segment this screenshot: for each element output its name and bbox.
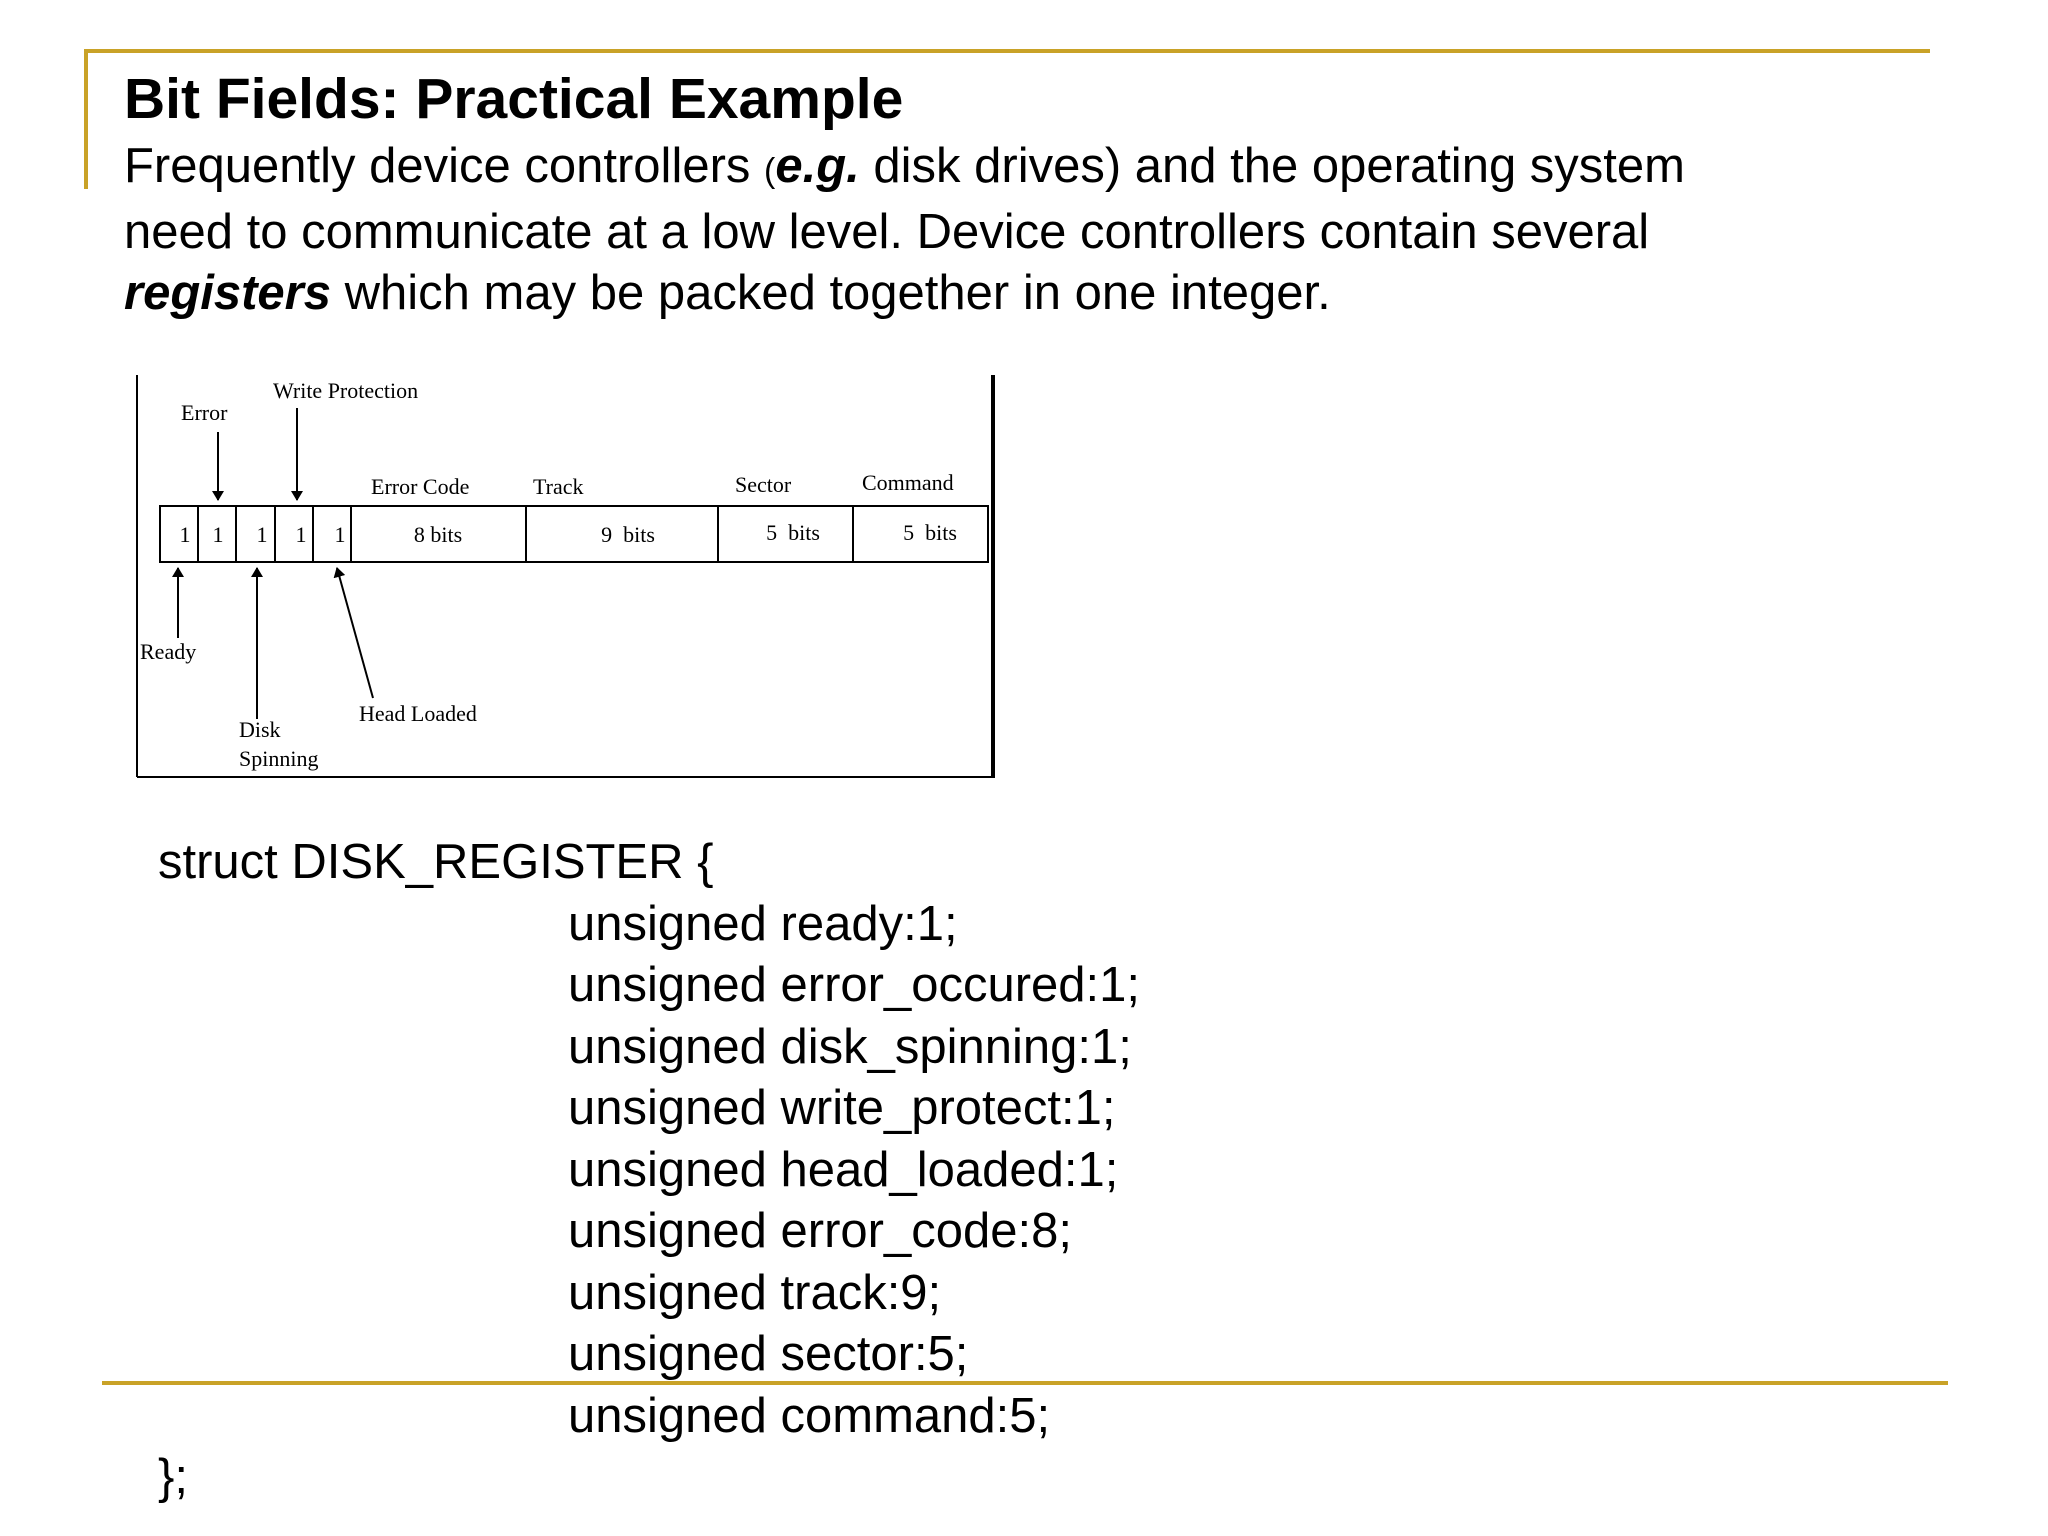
left-accent-rule <box>84 49 88 189</box>
label-command: Command <box>862 470 954 495</box>
code-field-disk-spinning: unsigned disk_spinning:1; <box>568 1019 1132 1074</box>
register-box <box>160 506 988 562</box>
bottom-accent-rule <box>102 1381 1948 1385</box>
slide-title: Bit Fields: Practical Example <box>124 67 904 131</box>
label-head-loaded: Head Loaded <box>359 701 477 726</box>
cell-error-bit: 1 <box>212 522 224 547</box>
intro-paragraph <box>124 136 1904 324</box>
para-line-1: Frequently device controllers (e.g. disk drives) and the operating system <box>124 139 1685 193</box>
label-sector: Sector <box>735 472 792 497</box>
label-track: Track <box>533 474 584 499</box>
para-line-2: need to communicate at a low level. Device controllers contain several <box>124 205 1650 259</box>
code-field-error-occured: unsigned error_occured:1; <box>568 958 1141 1012</box>
code-field-ready: unsigned ready:1; <box>568 896 958 951</box>
para-line-3: registers which may be packed together in one integer. <box>124 266 1331 320</box>
cell-track: 9 bits <box>601 522 655 547</box>
cell-sector: 5 bits <box>766 520 820 545</box>
label-ready: Ready <box>140 639 197 664</box>
register-bit-layout-diagram <box>135 374 997 780</box>
cell-error-code: 8 bits <box>413 522 463 547</box>
code-struct-open: struct DISK_REGISTER { <box>158 835 714 889</box>
code-struct-close: }; <box>158 1450 188 1504</box>
label-spinning: Spinning <box>239 746 319 771</box>
code-field-error-code: unsigned error_code:8; <box>568 1204 1072 1258</box>
label-disk: Disk <box>239 717 281 742</box>
code-field-track: unsigned track:9; <box>568 1265 942 1320</box>
arrow-head-loaded <box>337 568 373 698</box>
cell-write-protect-bit: 1 <box>295 522 307 547</box>
top-accent-rule <box>84 49 1930 53</box>
label-error-code: Error Code <box>371 474 470 499</box>
code-field-sector: unsigned sector:5; <box>568 1327 969 1381</box>
cell-ready-bit: 1 <box>179 522 191 547</box>
struct-code-block <box>158 832 1140 1509</box>
code-field-head-loaded: unsigned head_loaded:1; <box>568 1142 1119 1197</box>
cell-command: 5 bits <box>903 520 957 545</box>
label-write-protection: Write Protection <box>273 378 419 403</box>
cell-head-loaded-bit: 1 <box>334 522 346 547</box>
code-field-command: unsigned command:5; <box>568 1388 1051 1443</box>
label-error: Error <box>181 400 228 425</box>
code-field-write-protect: unsigned write_protect:1; <box>568 1081 1116 1135</box>
cell-disk-spinning-bit: 1 <box>256 522 268 547</box>
